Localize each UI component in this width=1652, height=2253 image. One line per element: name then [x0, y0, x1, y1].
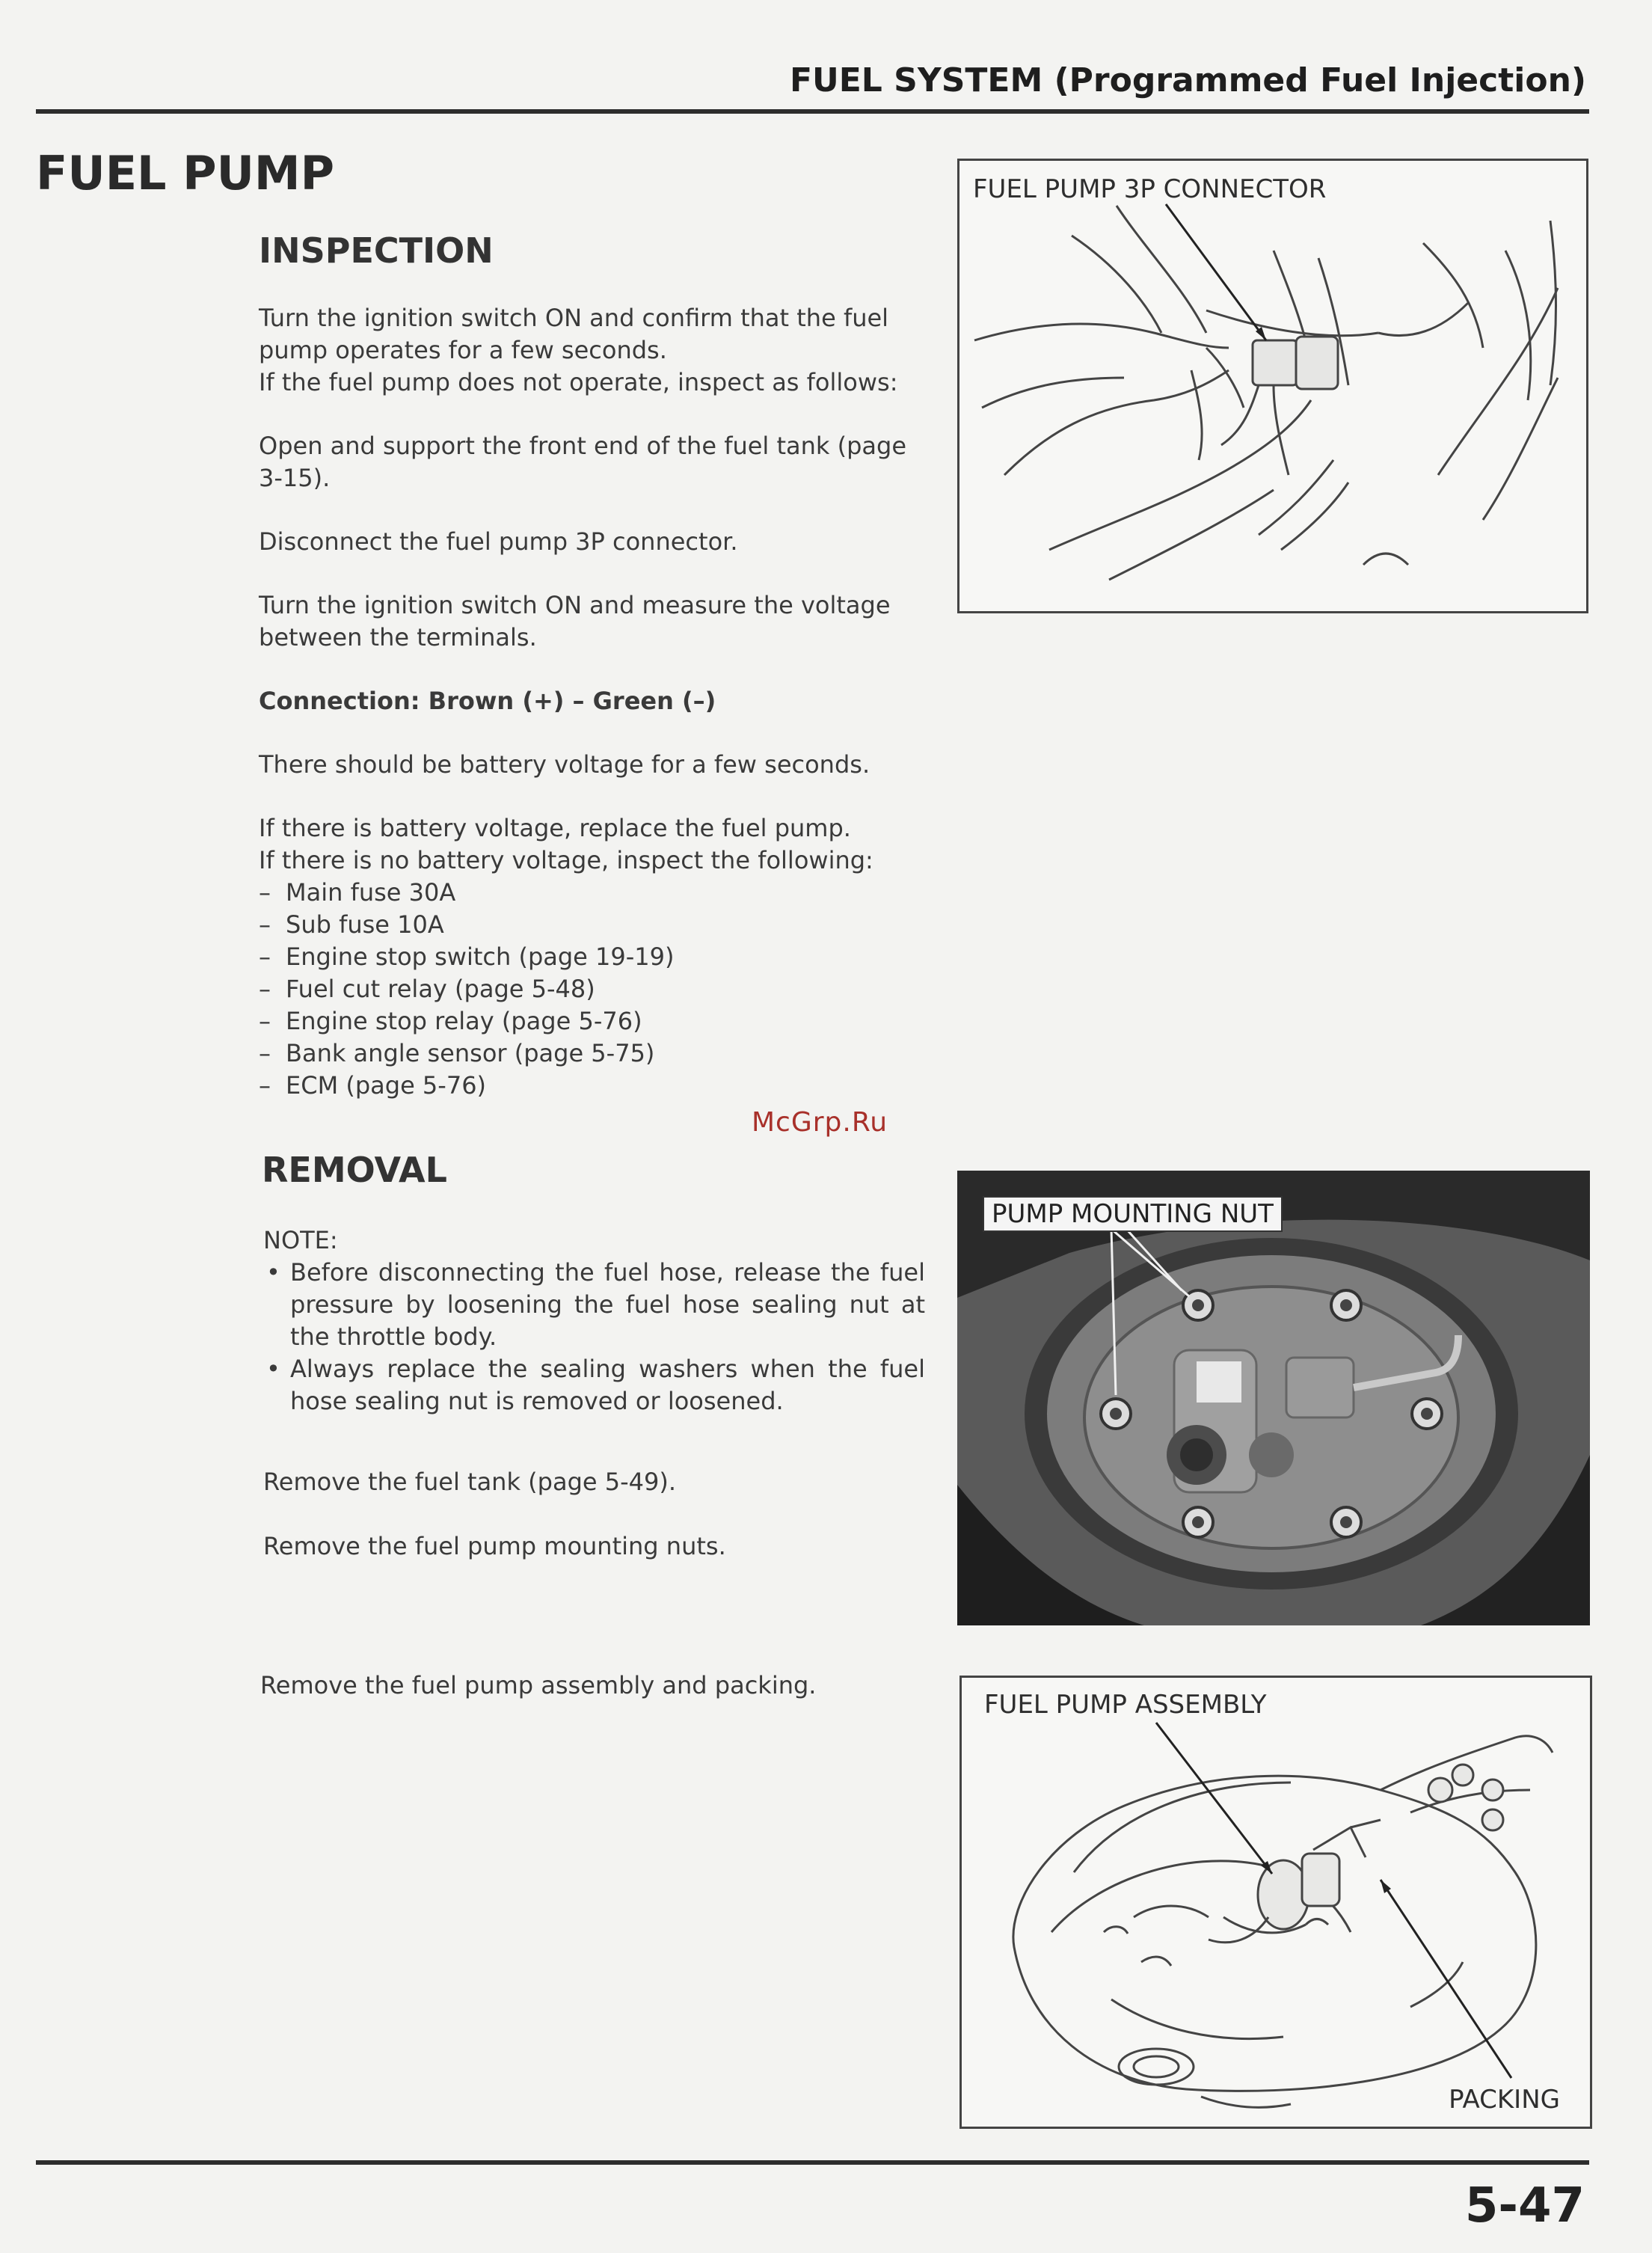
note-item: • Before disconnecting the fuel hose, release the fuel pressure by loosening the fuel hose sealing nut at the throttle body.: [263, 1257, 925, 1353]
fig2-label: PUMP MOUNTING NUT: [983, 1196, 1283, 1232]
list-item: – Fuel cut relay (page 5-48): [259, 973, 924, 1005]
removal-step-2: Remove the fuel pump mounting nuts.: [263, 1532, 726, 1560]
section-title: FUEL SYSTEM (Programmed Fuel Injection): [789, 61, 1586, 99]
list-item: – Engine stop switch (page 19-19): [259, 941, 924, 973]
list-item: – ECM (page 5-76): [259, 1070, 924, 1102]
note-item: • Always replace the sealing washers when the fuel hose sealing nut is removed or loosened.: [263, 1353, 925, 1417]
removal-step-1: Remove the fuel tank (page 5-49).: [263, 1468, 677, 1496]
connection-spec: Connection: Brown (+) – Green (–): [259, 687, 716, 715]
connector-illustration: [959, 161, 1586, 611]
watermark: McGrp.Ru: [752, 1107, 888, 1138]
mounting-nut-photo: [957, 1171, 1590, 1625]
inspection-paragraph-4: Turn the ignition switch ON and measure the voltage between the terminals.: [259, 591, 891, 652]
inspection-paragraph-3: Disconnect the fuel pump 3P connector.: [259, 527, 738, 556]
list-item: – Engine stop relay (page 5-76): [259, 1005, 924, 1037]
removal-heading: REMOVAL: [262, 1150, 447, 1190]
inspection-p6-line1: If there is battery voltage, replace the fuel pump.: [259, 814, 851, 842]
figure-fuel-pump-assembly: [959, 1676, 1592, 2129]
list-item: – Sub fuse 10A: [259, 909, 924, 941]
inspection-p1-line1: Turn the ignition switch ON and confirm that the fuel pump operates for a few seconds.: [259, 304, 889, 364]
fig1-label: FUEL PUMP 3P CONNECTOR: [973, 174, 1327, 204]
list-item: – Bank angle sensor (page 5-75): [259, 1037, 924, 1070]
removal-notes: [263, 1257, 925, 1417]
inspection-heading: INSPECTION: [259, 230, 494, 271]
inspection-checklist: [259, 877, 924, 1102]
page-number: 5-47: [1464, 2178, 1585, 2234]
inspection-paragraph-1: [259, 302, 924, 399]
inspection-paragraph-2: Open and support the front end of the fuel tank (page 3-15).: [259, 432, 907, 492]
note-label: NOTE:: [263, 1226, 338, 1254]
fig3-packing-label: PACKING: [1449, 2085, 1560, 2115]
footer-rule: [36, 2160, 1589, 2165]
inspection-p1-line2: If the fuel pump does not operate, inspect as follows:: [259, 368, 898, 396]
inspection-text: [259, 302, 924, 1102]
inspection-paragraph-6: [259, 812, 924, 877]
figure-fuel-pump-connector: [957, 159, 1588, 613]
header-rule: [36, 109, 1589, 114]
photo-pump-mounting-nut: [957, 1171, 1590, 1625]
assembly-illustration: [962, 1678, 1590, 2127]
page-title: FUEL PUMP: [36, 146, 335, 200]
inspection-p6-line2: If there is no battery voltage, inspect the following:: [259, 846, 873, 874]
removal-text: [263, 1224, 925, 1417]
list-item: – Main fuse 30A: [259, 877, 924, 909]
fig3-label: FUEL PUMP ASSEMBLY: [984, 1690, 1267, 1720]
removal-step-3: Remove the fuel pump assembly and packing.: [260, 1671, 817, 1699]
inspection-paragraph-5: There should be battery voltage for a few seconds.: [259, 750, 870, 779]
